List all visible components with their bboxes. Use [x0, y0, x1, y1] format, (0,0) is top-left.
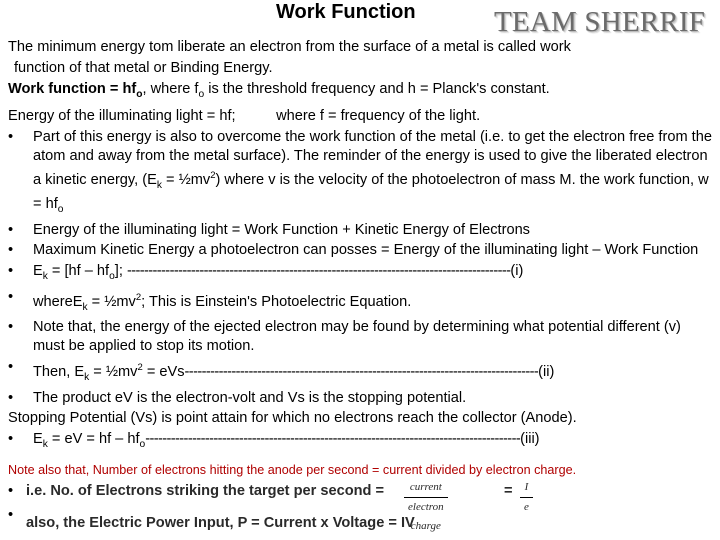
energy-line — [8, 107, 712, 126]
bullet-text: $E_k$ = eV = hf – $hf_o----------------------------------------------------------------------------------------(iii)$ — [33, 431, 540, 451]
bullet-icon: • — [8, 431, 14, 448]
bullet-icon: • — [8, 359, 14, 376]
energy-line-text: Energy of the illuminating light = hf; where f = frequency of the light. — [8, 107, 481, 124]
list-item — [8, 241, 712, 260]
work-function-definition — [8, 80, 712, 104]
wf-bold-sub: o — [136, 89, 143, 101]
bullet-text: Part of this energy is also to overcome the work function of the metal (i.e. to get the electron free from the atom and away from the metal surface). The reminder of the energy is used to give the liberated electron a kinetic energy, ($E_k$ = $\frac{1}{2}mv^2$) where v is the velocity of the photoelectron of mass M. the work function, $w = hf_o$ — [33, 128, 712, 215]
slide-content — [8, 38, 712, 533]
wf-rest-sub: o — [198, 89, 205, 101]
bullet-icon: • — [8, 128, 14, 145]
bullet-icon: • — [8, 319, 14, 336]
list-item — [8, 358, 712, 387]
fraction-current-charge: current electron charge — [404, 478, 448, 537]
bullet-icon: • — [8, 263, 14, 280]
wf-rest-b: is the threshold frequency and h = Planck's constant. — [204, 81, 550, 98]
fraction-i-e: $\frac{I}{e}$ — [520, 478, 533, 517]
list-item — [8, 389, 712, 408]
bullet-icon: • — [8, 506, 14, 523]
intro-line-1: The minimum energy tom liberate an electron from the surface of a metal is called work — [8, 39, 571, 55]
formula-power-text: also, the Electric Power Input, P = Current x Voltage = IV — [26, 514, 415, 531]
bullet-text: Energy of the illuminating light = Work Function + Kinetic Energy of Electrons — [33, 221, 530, 238]
bullet-icon: • — [8, 389, 14, 406]
bullet-text: Then, $E_k$ = $\frac{1}{2}mv^2 = eVs-----------------------------------------------------------------------------------(ii)$ — [33, 362, 555, 383]
intro-line-2: function of that metal or Binding Energy. — [14, 60, 273, 77]
list-item — [8, 318, 712, 356]
list-item — [8, 128, 712, 219]
list-item — [8, 262, 712, 286]
wf-rest-a: , where f — [142, 81, 199, 98]
note-text: Note also that, Number of electrons hitting the anode per second = current divided by electron charge. — [8, 462, 577, 477]
bullet-text: $E_k = [hf - hf_o]$; ------------------------------------------------------------------------------------------(i) — [33, 263, 524, 283]
formula-electron-count-text: i.e. No. of Electrons striking the target per second = current electron charge = $\frac{I}{e}$ — [26, 482, 384, 501]
bullet-text: The product eV is the electron-volt and Vs is the stopping potential. — [33, 389, 467, 406]
list-item — [8, 288, 712, 317]
brand-logo: TEAM SHERRIF — [494, 6, 706, 38]
list-item — [8, 221, 712, 240]
bullet-text: whereE$_k$ = $\frac{1}{2}mv^2$; This is Einstein's Photoelectric Equation. — [33, 291, 412, 313]
bullet-icon: • — [8, 221, 14, 238]
list-item — [8, 430, 712, 454]
bullet-text: Maximum Kinetic Energy a photoelectron can posses = Energy of the illuminating light – Work Function — [33, 242, 699, 259]
bullet-icon: • — [8, 482, 14, 499]
wf-bold: Work function = hf — [8, 81, 137, 98]
bullet-text: Note that, the energy of the ejected electron may be found by determining what potential different (v) must be applied to stop its motion. — [33, 319, 681, 355]
bullet-icon: • — [8, 242, 14, 259]
stopping-potential: Stopping Potential (Vs) is point attain for which no electrons reach the collector (Anode). — [8, 410, 577, 427]
bullet-icon: • — [8, 288, 14, 305]
page-title: Work Function — [276, 1, 416, 23]
